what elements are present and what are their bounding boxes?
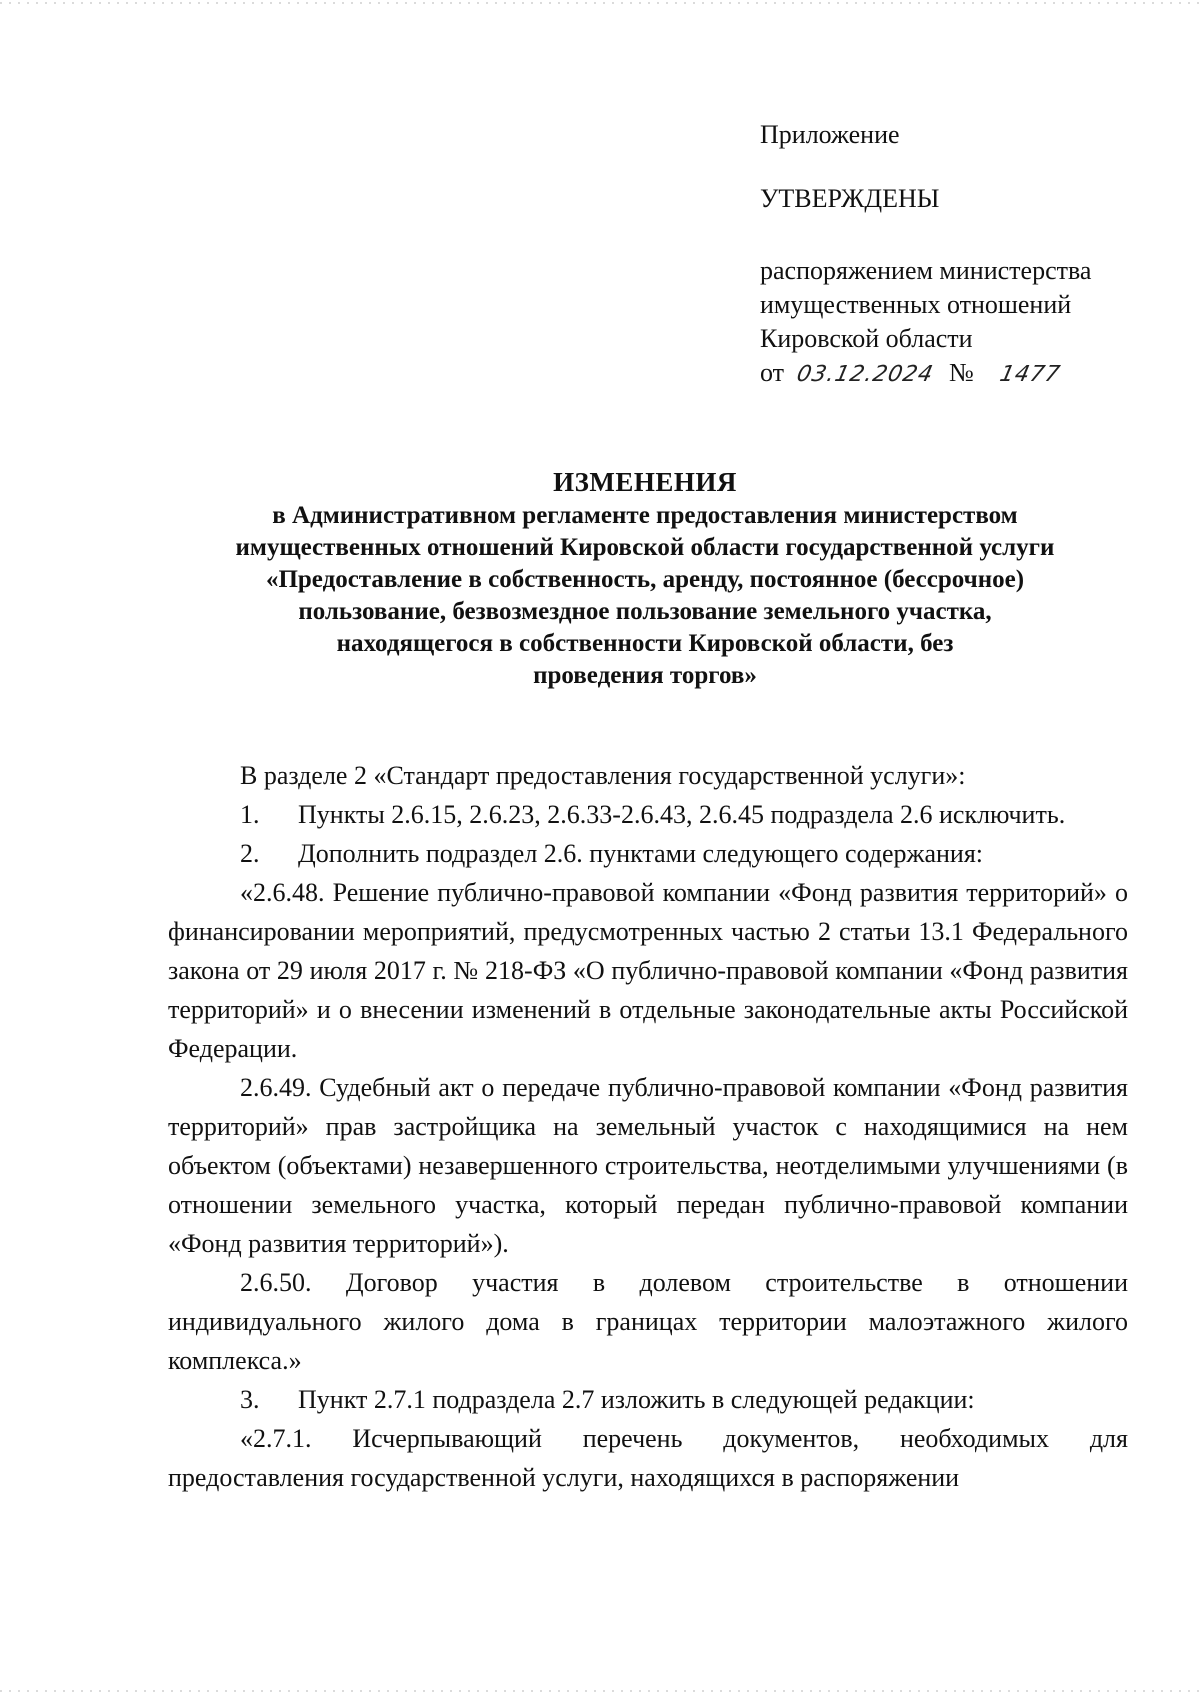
- paragraph-2-6-48: «2.6.48. Решение публично-правовой компании «Фонд развития территорий» о финансировании мероприятий, предусмотренных частью 2 статьи 13.1 Федерального закона от 29 июля 2017 г. № 218-ФЗ «О публично-правовой компании «Фонд развития территорий» и о внесении изменений в отдельные законодательные акты Российской Федерации.: [168, 878, 1128, 1063]
- handwritten-date: 03.12.2024: [793, 362, 936, 387]
- approval-line-2: имущественных отношений: [760, 290, 1072, 319]
- document-body: [168, 756, 1128, 1497]
- title-line-1: в Административном регламенте предоставления министерством: [272, 502, 1018, 529]
- paragraph-2-7-1: «2.7.1. Исчерпывающий перечень документов, необходимых для предоставления государственной услуги, находящихся в распоряжении: [168, 1424, 1128, 1492]
- title-line-5: находящегося в собственности Кировской области, без: [336, 630, 954, 657]
- approval-date-line: [760, 356, 1170, 392]
- item-2-number: 2.: [240, 839, 260, 868]
- approval-block: [760, 118, 1170, 392]
- item-3-number: 3.: [240, 1385, 260, 1414]
- from-prefix: от: [760, 358, 785, 387]
- title-heading: ИЗМЕНЕНИЯ: [553, 467, 737, 497]
- number-sign: №: [949, 358, 974, 387]
- paragraph-2-6-50: 2.6.50. Договор участия в долевом строительстве в отношении индивидуального жилого дома в границах территории малоэтажного жилого комплекса.»: [168, 1268, 1128, 1375]
- approval-line-1: распоряжением министерства: [760, 256, 1092, 285]
- item-1-paragraph: [168, 795, 1128, 834]
- title-line-3: «Предоставление в собственность, аренду, постоянное (бессрочное): [265, 566, 1025, 593]
- appendix-label: Приложение: [760, 120, 900, 149]
- item-1-number: 1.: [240, 800, 260, 829]
- document-title: [165, 466, 1125, 692]
- scan-artifact-bottom: [0, 1690, 1200, 1692]
- paragraph-2-6-49: 2.6.49. Судебный акт о передаче публично-правовой компании «Фонд развития территорий» прав застройщика на земельный участок с находящимися на нем объектом (объектами) незавершенного строительства, неотделимыми улучшениями (в отношении земельного участка, который передан публично-правовой компании «Фонд развития территорий»).: [168, 1073, 1128, 1258]
- item-3-text: Пункт 2.7.1 подраздела 2.7 изложить в следующей редакции:: [298, 1385, 975, 1414]
- item-2-text: Дополнить подраздел 2.6. пунктами следующего содержания:: [298, 839, 984, 868]
- title-line-4: пользование, безвозмездное пользование земельного участка,: [298, 598, 992, 625]
- scan-artifact-top: [0, 2, 1200, 4]
- approval-line-3: Кировской области: [760, 324, 973, 353]
- item-1-text: Пункты 2.6.15, 2.6.23, 2.6.33-2.6.43, 2.6.45 подраздела 2.6 исключить.: [298, 800, 1066, 829]
- approved-label: УТВЕРЖДЕНЫ: [760, 184, 940, 213]
- title-line-6: проведения торгов»: [533, 662, 757, 689]
- handwritten-number: 1477: [997, 362, 1064, 387]
- intro-paragraph: В разделе 2 «Стандарт предоставления государственной услуги»:: [240, 761, 966, 790]
- item-3-paragraph: [168, 1380, 1128, 1419]
- title-line-2: имущественных отношений Кировской области государственной услуги: [235, 534, 1055, 561]
- item-2-paragraph: [168, 834, 1128, 873]
